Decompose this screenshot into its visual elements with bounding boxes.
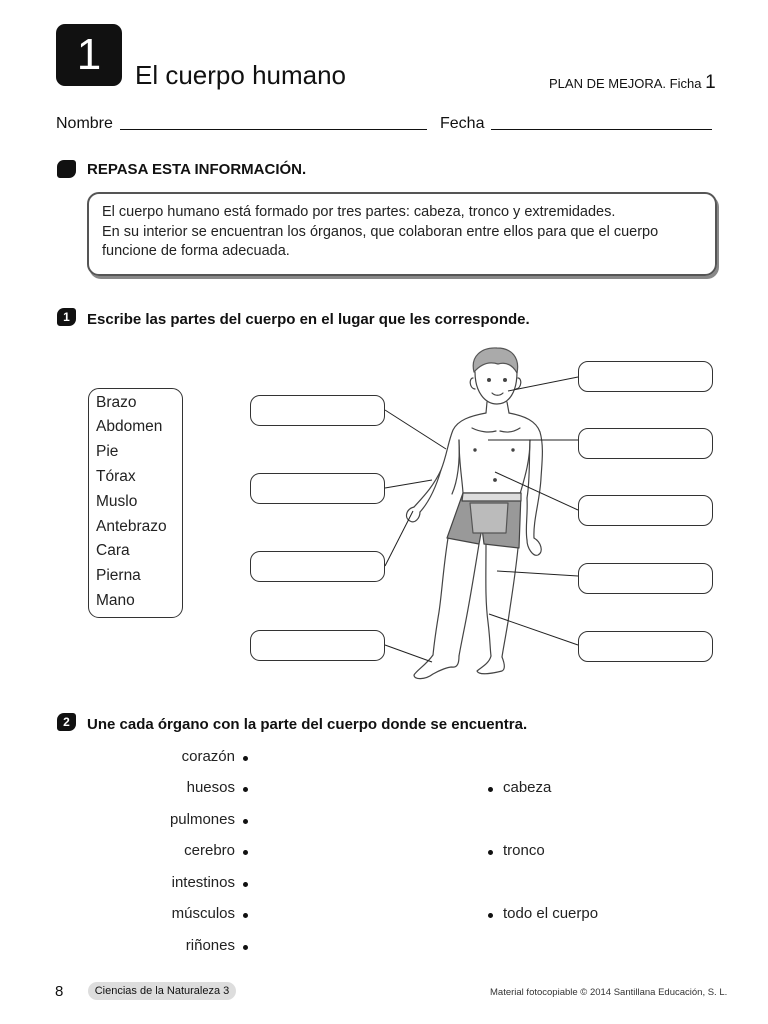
- answer-box-right-2[interactable]: [578, 428, 713, 459]
- word-bank-item: Pie: [96, 443, 119, 460]
- date-label: Fecha: [440, 115, 485, 132]
- plan-number: 1: [705, 72, 716, 93]
- word-bank-item: Antebrazo: [96, 518, 167, 535]
- match-dot[interactable]: [243, 756, 248, 761]
- answer-box-right-4[interactable]: [578, 563, 713, 594]
- organ-label: corazón: [181, 748, 235, 765]
- answer-box-left-1[interactable]: [250, 395, 385, 426]
- info-line: funcione de forma adecuada.: [102, 243, 290, 259]
- copyright: Material fotocopiable © 2014 Santillana Educación, S. L.: [490, 987, 728, 998]
- organ-label: músculos: [171, 905, 235, 922]
- leader-line: [489, 614, 578, 645]
- match-dot[interactable]: [488, 913, 493, 918]
- match-dot[interactable]: [243, 882, 248, 887]
- word-bank-item: Abdomen: [96, 418, 163, 435]
- match-dot[interactable]: [488, 850, 493, 855]
- answer-box-left-2[interactable]: [250, 473, 385, 504]
- match-dot[interactable]: [243, 913, 248, 918]
- answer-box-left-4[interactable]: [250, 630, 385, 661]
- leader-line: [385, 480, 432, 488]
- exercise-2-number: 2: [57, 713, 76, 731]
- answer-box-right-3[interactable]: [578, 495, 713, 526]
- exercise-2-instruction: Une cada órgano con la parte del cuerpo donde se encuentra.: [87, 716, 528, 733]
- body-part-label: cabeza: [503, 779, 552, 796]
- word-bank-item: Tórax: [96, 468, 136, 485]
- organ-label: riñones: [185, 937, 235, 954]
- book-title: Ciencias de la Naturaleza 3: [88, 982, 236, 1000]
- match-dot[interactable]: [243, 850, 248, 855]
- leader-line: [385, 511, 413, 566]
- info-line: El cuerpo humano está formado por tres partes: cabeza, tronco y extremidades.: [102, 204, 616, 220]
- exercise-1-number: 1: [57, 308, 76, 326]
- organ-label: intestinos: [171, 874, 235, 891]
- unit-number-badge: 1: [56, 24, 122, 86]
- word-bank-item: Brazo: [96, 394, 137, 411]
- answer-box-right-1[interactable]: [578, 361, 713, 392]
- answer-box-left-3[interactable]: [250, 551, 385, 582]
- match-dot[interactable]: [243, 787, 248, 792]
- info-line: En su interior se encuentran los órganos, que colaboran entre ellos para que el cuerpo: [102, 223, 659, 240]
- leader-line: [385, 645, 432, 662]
- body-part-label: tronco: [503, 842, 545, 859]
- exercise-1-instruction: Escribe las partes del cuerpo en el lugar que les corresponde.: [87, 311, 530, 328]
- plan-label-text: PLAN DE MEJORA. Ficha: [549, 76, 702, 91]
- word-bank-item: Pierna: [96, 567, 141, 584]
- body-part-label: todo el cuerpo: [503, 905, 599, 922]
- word-bank-item: Mano: [96, 592, 135, 609]
- page-number: 8: [55, 983, 64, 1000]
- human-body-figure: [407, 348, 543, 679]
- match-dot[interactable]: [243, 945, 248, 950]
- answer-box-right-5[interactable]: [578, 631, 713, 662]
- page-title: El cuerpo humano: [135, 60, 347, 90]
- review-heading: REPASA ESTA INFORMACIÓN.: [87, 161, 307, 178]
- leader-line: [497, 571, 578, 576]
- match-dot[interactable]: [243, 819, 248, 824]
- leader-line: [508, 377, 578, 391]
- organ-label: cerebro: [184, 842, 235, 859]
- word-bank-item: Cara: [96, 542, 130, 559]
- organ-label: huesos: [186, 779, 235, 796]
- name-label: Nombre: [56, 115, 113, 132]
- word-bank-item: Muslo: [96, 493, 138, 510]
- leader-line: [385, 410, 446, 449]
- organ-label: pulmones: [169, 811, 235, 828]
- match-dot[interactable]: [488, 787, 493, 792]
